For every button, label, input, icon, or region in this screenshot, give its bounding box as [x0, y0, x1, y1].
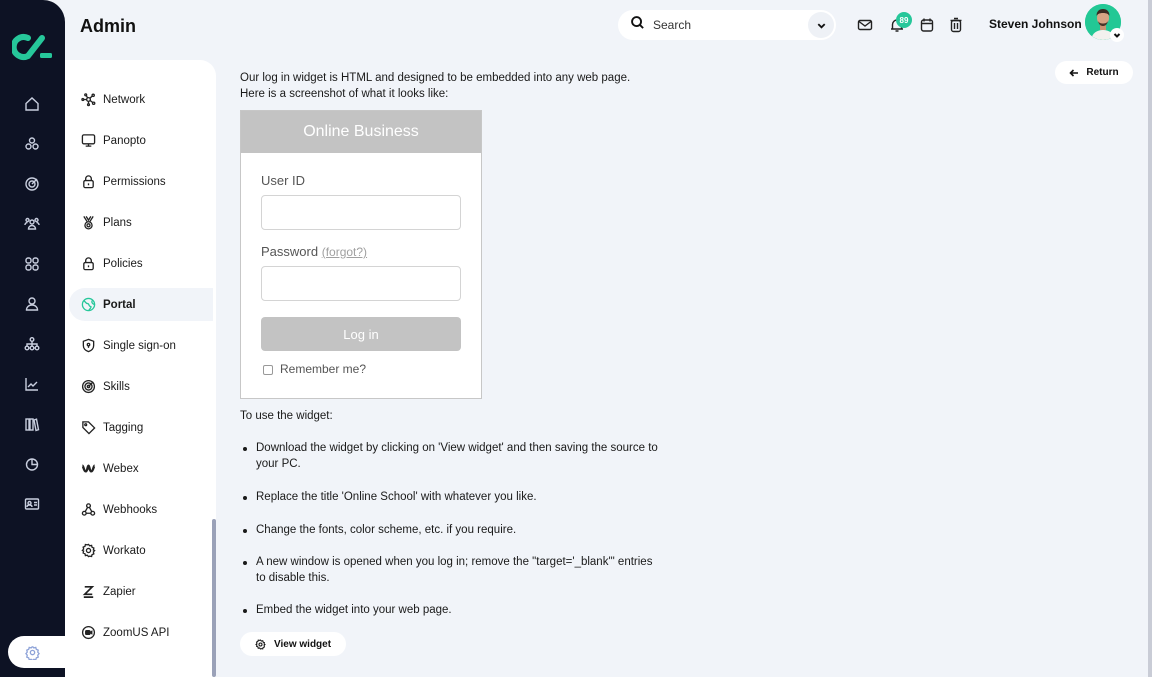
howto-heading: To use the widget:: [240, 410, 333, 422]
step-item: Embed the widget into your web page.: [240, 602, 660, 618]
widget-preview-password-label: Password: [261, 244, 319, 259]
subnav-item-webex[interactable]: [69, 452, 213, 485]
subnav-item-label: Webhooks: [103, 503, 158, 516]
search-dropdown-button[interactable]: [808, 12, 834, 38]
widget-preview-password-field: [261, 266, 461, 301]
subnav-item-single-sign-on[interactable]: [69, 329, 213, 362]
id-card-icon[interactable]: [22, 494, 42, 514]
page-title: Admin: [80, 16, 136, 36]
view-widget-button[interactable]: [240, 632, 346, 656]
medal-icon: [81, 215, 96, 230]
pie-chart-icon[interactable]: [22, 454, 42, 474]
gear-icon: [255, 639, 266, 650]
portal-content: [240, 70, 670, 650]
subnav-item-tagging[interactable]: [69, 411, 213, 444]
user-icon[interactable]: [22, 294, 42, 314]
subnav-item-label: Portal: [103, 298, 136, 311]
subnav-item-label: Permissions: [103, 175, 166, 188]
globe-icon: [81, 297, 96, 312]
subnav-item-permissions[interactable]: [69, 165, 213, 198]
zapier-icon: [81, 584, 96, 599]
lock-icon: [81, 174, 96, 189]
subnav-item-label: Policies: [103, 257, 143, 270]
tag-icon: [81, 420, 96, 435]
widget-preview-title: Online Business: [241, 111, 481, 153]
widget-preview-image: [240, 110, 482, 399]
subnav-item-webhooks[interactable]: [69, 493, 213, 526]
webhooks-icon: [81, 502, 96, 517]
subnav-item-panopto[interactable]: [69, 124, 213, 157]
subnav-item-label: Workato: [103, 544, 146, 557]
search-icon: [630, 15, 645, 35]
subnav-item-label: ZoomUS API: [103, 626, 170, 639]
step-item: Change the fonts, color scheme, etc. if you require.: [240, 522, 660, 538]
subnav-item-skills[interactable]: [69, 370, 213, 403]
settings-subnav: [65, 60, 216, 677]
subnav-item-label: Panopto: [103, 134, 146, 147]
step-item: A new window is opened when you log in; remove the "target='_blank'" entries to disable this.: [240, 554, 660, 586]
cubes-icon[interactable]: [22, 134, 42, 154]
view-widget-label: View widget: [274, 638, 332, 650]
user-menu-toggle[interactable]: [1110, 28, 1124, 42]
return-label: Return: [1086, 67, 1119, 78]
monitor-icon: [81, 133, 96, 148]
home-icon[interactable]: [22, 94, 42, 114]
intro-line-2: Here is a screenshot of what it looks like:: [240, 88, 449, 100]
mail-icon[interactable]: [857, 17, 873, 33]
gear-icon: [25, 645, 40, 660]
chevron-down-icon: [1113, 31, 1121, 39]
search-input[interactable]: Search: [653, 18, 692, 32]
shield-icon: [81, 338, 96, 353]
widget-preview-user-label: User ID: [261, 173, 306, 188]
subnav-item-zoomus-api[interactable]: [69, 616, 213, 649]
trash-icon[interactable]: [948, 17, 964, 33]
target-icon: [81, 379, 96, 394]
step-item: Download the widget by clicking on 'View widget' and then saving the source to your PC.: [240, 440, 660, 472]
subnav-item-network[interactable]: [69, 83, 213, 116]
notification-badge: 89: [896, 12, 912, 28]
gear-icon: [81, 543, 96, 558]
intro-line-1: Our log in widget is HTML and designed to be embedded into any web page.: [240, 72, 631, 84]
widget-preview-user-field: [261, 195, 461, 230]
subnav-scrollbar[interactable]: [212, 519, 216, 677]
subnav-item-policies[interactable]: [69, 247, 213, 280]
line-chart-icon[interactable]: [22, 374, 42, 394]
users-icon[interactable]: [22, 214, 42, 234]
target-icon[interactable]: [22, 174, 42, 194]
hierarchy-icon[interactable]: [22, 334, 42, 354]
lock-icon: [81, 256, 96, 271]
widget-preview-login-button: Log in: [261, 317, 461, 351]
intro-text: [240, 70, 670, 102]
brand-logo[interactable]: [12, 32, 54, 62]
subnav-item-portal[interactable]: [69, 288, 213, 321]
subnav-item-label: Single sign-on: [103, 339, 176, 352]
arrow-left-icon: [1069, 68, 1079, 78]
subnav-item-label: Skills: [103, 380, 130, 393]
subnav-item-label: Network: [103, 93, 146, 106]
subnav-item-label: Zapier: [103, 585, 136, 598]
widget-preview-password-row: [261, 244, 367, 259]
search-bar[interactable]: [618, 10, 836, 40]
video-icon: [81, 625, 96, 640]
apps-grid-icon[interactable]: [22, 254, 42, 274]
subnav-item-label: Webex: [103, 462, 139, 475]
settings-button[interactable]: [8, 636, 68, 668]
return-button[interactable]: [1055, 61, 1133, 84]
subnav-item-zapier[interactable]: [69, 575, 213, 608]
library-icon[interactable]: [22, 414, 42, 434]
widget-preview-remember-label: Remember me?: [280, 362, 367, 376]
step-item: Replace the title 'Online School' with whatever you like.: [240, 489, 660, 505]
subnav-item-plans[interactable]: [69, 206, 213, 239]
subnav-item-workato[interactable]: [69, 534, 213, 567]
subnav-item-label: Plans: [103, 216, 132, 229]
subnav-item-label: Tagging: [103, 421, 144, 434]
icon-rail: [0, 0, 65, 677]
webex-icon: [81, 461, 96, 476]
network-icon: [81, 92, 96, 107]
widget-preview-remember-checkbox: [263, 365, 273, 375]
widget-preview-forgot-link: (forgot?): [321, 245, 368, 259]
user-name[interactable]: Steven Johnson: [989, 17, 1082, 31]
chevron-down-icon: [816, 20, 827, 31]
calendar-icon[interactable]: [919, 17, 935, 33]
page-scrollbar[interactable]: [1148, 0, 1152, 677]
